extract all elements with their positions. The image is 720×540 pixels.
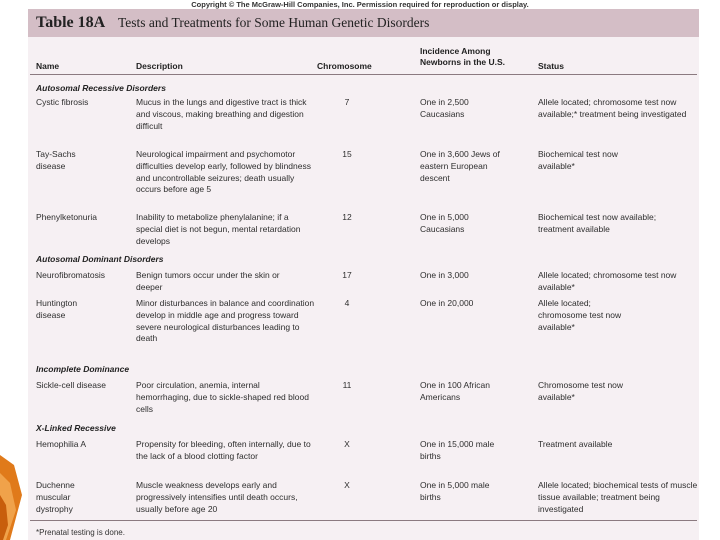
footer-divider (30, 520, 697, 521)
table-cell-name: Huntington disease (36, 298, 78, 320)
table-cell-incidence: One in 20,000 (420, 298, 474, 308)
table-cell-name: Hemophilia A (36, 439, 87, 449)
table-cell-chromosome: 11 (342, 380, 352, 390)
footnote: *Prenatal testing is done. (36, 528, 125, 537)
section-autosomal-dominant: Autosomal Dominant Disorders (36, 254, 164, 264)
section-incomplete-dominance: Incomplete Dominance (36, 364, 130, 374)
table-cell-description: Minor disturbances in balance and coordination develop in middle age and progress toward severe neurological disturbances leading to death (136, 298, 315, 344)
table-cell-incidence: One in 100 African Americans (420, 380, 490, 402)
table-cell-description: Benign tumors occur under the skin or deeper (136, 270, 280, 292)
table-cell-chromosome: X (344, 480, 350, 490)
table-title-bar (28, 9, 699, 37)
table-number: Table 18A (36, 14, 106, 31)
copyright-notice: Copyright © The McGraw-Hill Companies, Inc. Permission required for reproduction or display. (191, 0, 529, 9)
table-cell-incidence: One in 3,000 (420, 270, 469, 280)
table-cell-name: Duchenne muscular dystrophy (36, 480, 75, 514)
table-cell-status: Treatment available (538, 439, 613, 449)
table-cell-description: Propensity for bleeding, often internally, due to the lack of a blood clotting factor (136, 439, 311, 461)
table-cell-description: Muscle weakness develops early and progressively intensifies until death occurs, usually before age 20 (136, 480, 298, 514)
slide-corner-decoration (0, 455, 28, 540)
table-title: Tests and Treatments for Some Human Genetic Disorders (118, 15, 430, 30)
col-header-incidence: Incidence Among Newborns in the U.S. (420, 46, 506, 67)
table-cell-status: Allele located; chromosome test now available* (538, 270, 677, 292)
table-cell-status: Biochemical test now available; treatment available (538, 212, 657, 234)
table-cell-description: Neurological impairment and psychomotor difficulties develop early, followed by blindness and uncontrollable seizures; death usually occurs before age 5 (136, 149, 311, 195)
table-cell-name: Neurofibromatosis (36, 270, 105, 280)
table-cell-chromosome: 7 (344, 97, 350, 107)
table-cell-status: Allele located; chromosome test now available;* treatment being investigated (538, 97, 687, 119)
table-cell-name: Sickle-cell disease (36, 380, 106, 390)
table-cell-status: Allele located; chromosome test now available* (538, 298, 622, 332)
table-cell-name: Phenylketonuria (36, 212, 97, 222)
table-cell-name: Tay-Sachs disease (36, 149, 76, 171)
section-autosomal-recessive: Autosomal Recessive Disorders (36, 83, 166, 93)
table-cell-chromosome: X (344, 439, 350, 449)
table-cell-incidence: One in 3,600 Jews of eastern European descent (420, 149, 500, 183)
col-header-chromosome: Chromosome (317, 61, 372, 71)
table-cell-name: Cystic fibrosis (36, 97, 89, 107)
table-cell-chromosome: 4 (344, 298, 350, 308)
table-cell-status: Chromosome test now available* (538, 380, 624, 402)
table-cell-chromosome: 17 (342, 270, 352, 280)
table-cell-incidence: One in 15,000 male births (420, 439, 495, 461)
col-header-description: Description (136, 61, 183, 71)
table-cell-chromosome: 12 (342, 212, 352, 222)
col-header-status: Status (538, 61, 564, 71)
header-divider (30, 74, 697, 75)
section-x-linked-recessive: X-Linked Recessive (36, 423, 116, 433)
table-cell-incidence: One in 2,500 Caucasians (420, 97, 469, 119)
table-cell-incidence: One in 5,000 male births (420, 480, 490, 502)
table-cell-status: Biochemical test now available* (538, 149, 618, 171)
table-cell-status: Allele located; biochemical tests of muscle tissue available; treatment being investigated (538, 480, 698, 514)
table-cell-incidence: One in 5,000 Caucasians (420, 212, 469, 234)
table-cell-description: Mucus in the lungs and digestive tract is thick and viscous, making breathing and digestion difficult (136, 97, 307, 131)
col-header-name: Name (36, 61, 60, 71)
table-cell-description: Inability to metabolize phenylalanine; if a special diet is not begun, mental retardation develops (136, 212, 301, 246)
table-cell-description: Poor circulation, anemia, internal hemorrhaging, due to sickle-shaped red blood cells (136, 380, 309, 414)
table-cell-chromosome: 15 (342, 149, 352, 159)
